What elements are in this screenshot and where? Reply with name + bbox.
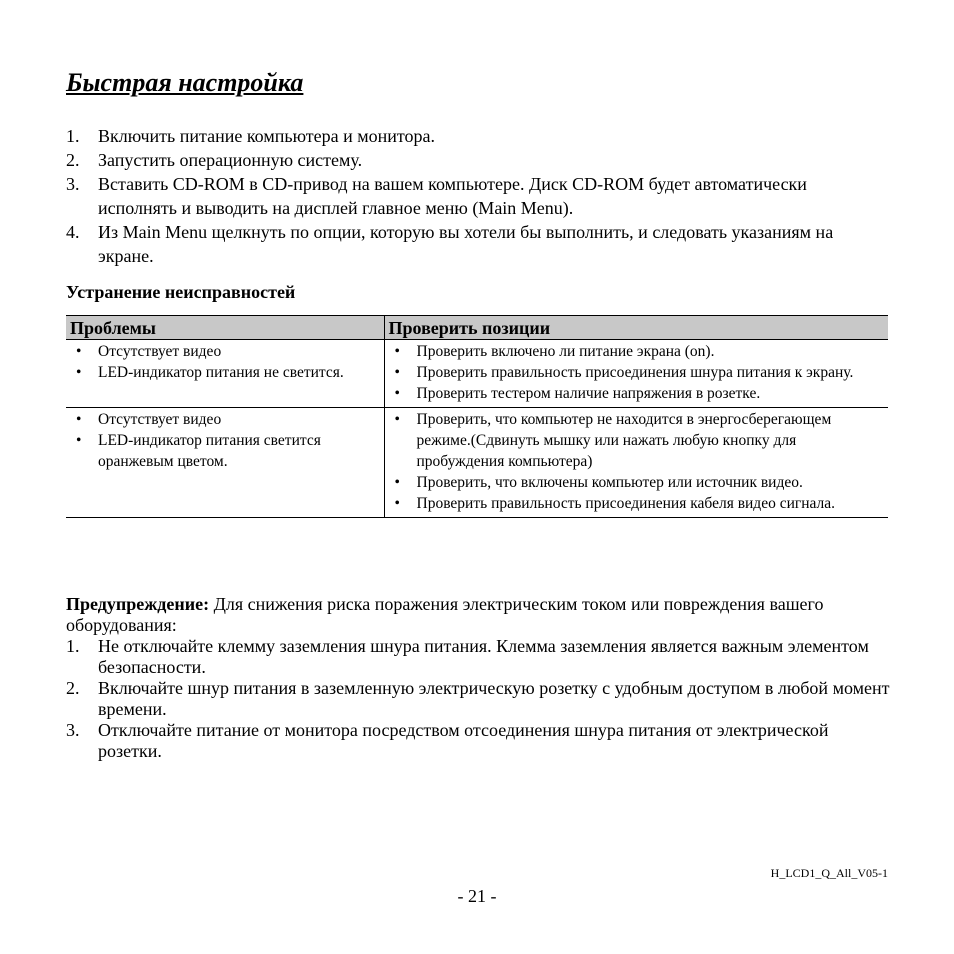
warning-intro	[66, 594, 896, 636]
warning-number: 1.	[66, 636, 80, 656]
warning-label: Предупреждение:	[66, 594, 210, 614]
step-text: Запустить операционную систему.	[98, 150, 363, 170]
step-number: 1.	[66, 126, 80, 146]
setup-steps-list	[66, 124, 866, 268]
list-item	[66, 172, 866, 220]
step-number: 4.	[66, 222, 80, 242]
warning-number: 2.	[66, 678, 80, 698]
list-item	[66, 124, 866, 148]
list-item	[66, 220, 866, 268]
column-header-problems: Проблемы	[66, 316, 384, 340]
list-item: • Проверить тестером наличие напряжения в розетке.	[389, 383, 885, 404]
column-header-checks: Проверить позиции	[384, 316, 888, 340]
list-item: • Проверить правильность присоединения кабеля видео сигнала.	[389, 493, 885, 514]
list-item: • Отсутствует видео	[70, 409, 380, 430]
checks-list	[389, 409, 885, 514]
page-number: - 21 -	[457, 886, 497, 906]
list-item: • Проверить правильность присоединения шнура питания к экрану.	[389, 362, 885, 383]
table-header-row	[66, 316, 888, 340]
problems-list	[70, 341, 380, 383]
list-item	[66, 720, 896, 762]
warning-section	[66, 594, 896, 762]
warning-item-text: Включайте шнур питания в заземленную электрическую розетку с удобным доступом в любой момент времени.	[98, 678, 890, 719]
warning-text: Для снижения риска поражения электрическим током или повреждения вашего оборудования:	[66, 594, 824, 635]
problems-cell	[66, 340, 384, 408]
list-item: • Проверить, что включены компьютер или источник видео.	[389, 472, 885, 493]
step-number: 3.	[66, 174, 80, 194]
checks-cell	[384, 340, 888, 408]
step-text: Вставить CD-ROM в CD-привод на вашем компьютере. Диск CD-ROM будет автоматически исполнять и выводить на дисплей главное меню (Main Menu).	[98, 174, 807, 218]
step-text: Включить питание компьютера и монитора.	[98, 126, 436, 146]
list-item: • LED-индикатор питания светится оранжевым цветом.	[70, 430, 380, 472]
table-row	[66, 408, 888, 518]
list-item	[66, 148, 866, 172]
warning-list	[66, 636, 896, 762]
problems-cell	[66, 408, 384, 518]
list-item	[66, 678, 896, 720]
checks-cell	[384, 408, 888, 518]
warning-number: 3.	[66, 720, 80, 740]
document-code: H_LCD1_Q_All_V05-1	[770, 866, 888, 880]
table-row	[66, 340, 888, 408]
page-title: Быстрая настройка	[66, 68, 304, 97]
troubleshooting-table	[66, 315, 888, 518]
list-item: • Проверить, что компьютер не находится в энергосберегающем режиме.(Сдвинуть мышку или нажать любую кнопку для пробуждения компьютера)	[389, 409, 885, 472]
problems-list	[70, 409, 380, 472]
list-item: • LED-индикатор питания не светится.	[70, 362, 380, 383]
troubleshooting-heading: Устранение неисправностей	[66, 282, 296, 302]
list-item: • Проверить включено ли питание экрана (on).	[389, 341, 885, 362]
list-item	[66, 636, 896, 678]
step-number: 2.	[66, 150, 80, 170]
step-text: Из Main Menu щелкнуть по опции, которую вы хотели бы выполнить, и следовать указаниям на экране.	[98, 222, 834, 266]
warning-item-text: Отключайте питание от монитора посредством отсоединения шнура питания от электрической розетки.	[98, 720, 829, 761]
list-item: • Отсутствует видео	[70, 341, 380, 362]
warning-item-text: Не отключайте клемму заземления шнура питания. Клемма заземления является важным элементом безопасности.	[98, 636, 869, 677]
checks-list	[389, 341, 885, 404]
